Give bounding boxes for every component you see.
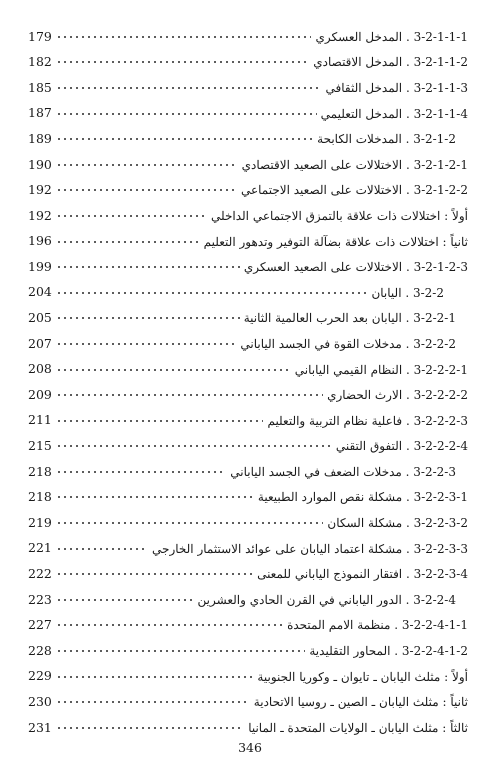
toc-page-number: 187 [28,105,52,121]
toc-page-number: 231 [28,719,52,735]
toc-entry-title: 3-2-2-3 . مدخلات الضعف في الجسد الياباني [230,464,456,479]
toc-page-number: 218 [28,463,52,479]
dot-leader [56,312,240,324]
toc-entry [28,152,474,178]
toc-page-number: 219 [28,514,52,530]
toc-entry [28,536,474,562]
dot-leader [56,466,226,478]
toc-entry-title: 3-2-1-2-2 . الاختلالات على الصعيد الاجتماعي [240,183,468,198]
dot-leader [56,696,250,708]
toc-page-number: 211 [28,412,52,428]
toc-entry [28,101,474,127]
toc-page-number: 192 [28,182,52,198]
dot-leader [56,543,148,555]
dot-leader [56,671,253,683]
toc-entry-title: 3-2-2-4 . الدور الياباني في القرن الحادي والعشرين [197,592,456,607]
toc-page-number: 209 [28,386,52,402]
toc-entry [28,510,474,536]
toc-page-number: 222 [28,566,52,582]
table-of-contents [28,24,474,741]
dot-leader [56,645,305,657]
dot-leader [56,517,323,529]
dot-leader [56,108,317,120]
toc-page-number: 229 [28,668,52,684]
toc-entry [28,689,474,715]
toc-page-number: 182 [28,54,52,70]
dot-leader [56,159,238,171]
toc-entry-title: 3-2-1-2 . المدخلات الكابحة [317,132,456,147]
dot-leader [56,415,263,427]
toc-entry-title: ثالثاً : مثلث اليابان ـ الولايات المتحدة ـ المانيا [248,720,468,735]
dot-leader [56,133,313,145]
toc-page-number: 185 [28,79,52,95]
toc-entry [28,408,474,434]
dot-leader [56,261,240,273]
toc-entry-title: 3-2-2-4-1-1 . منظمة الامم المتحدة [287,618,468,633]
toc-entry-title: 3-2-2-2-1 . النظام القيمي الياباني [294,362,468,377]
toc-entry [28,459,474,485]
toc-entry-title: 3-2-2-4-1-2 . المحاور التقليدية [309,644,468,659]
toc-entry [28,331,474,357]
toc-page-number: 205 [28,310,52,326]
toc-entry [28,613,474,639]
toc-entry [28,229,474,255]
toc-page-number: 196 [28,233,52,249]
toc-entry-title: 3-2-1-1-3 . المدخل الثقافي [325,80,468,95]
toc-entry [28,664,474,690]
toc-entry [28,178,474,204]
toc-entry [28,715,474,741]
toc-entry [28,561,474,587]
dot-leader [56,568,253,580]
toc-entry [28,587,474,613]
dot-leader [56,184,237,196]
toc-page-number: 190 [28,156,52,172]
toc-entry [28,203,474,229]
page-number: 346 [238,740,262,755]
dot-leader [56,364,291,376]
toc-entry [28,50,474,76]
toc-entry-title: 3-2-2-3-1 . مشكلة نقص الموارد الطبيعية [257,490,468,505]
toc-entry-title: 3-2-2-3-2 . مشكلة السكان [327,516,468,531]
dot-leader [56,56,309,68]
dot-leader [56,594,194,606]
toc-page-number: 189 [28,130,52,146]
toc-entry-title: 3-2-2-2-4 . التفوق التقني [335,439,468,454]
toc-page-number: 215 [28,438,52,454]
toc-page-number: 207 [28,335,52,351]
toc-entry [28,75,474,101]
toc-entry-title: ثانياً : اختلالات ذات علاقة بضآلة التوفير وتدهور التعليم [203,234,468,249]
toc-page-number: 204 [28,284,52,300]
toc-entry-title: 3-2-1-2-3 . الاختلالات على الصعيد العسكري [243,260,468,275]
toc-entry-title: ثانياً : مثلث اليابان ـ الصين ـ روسيا الاتحادية [253,695,468,710]
toc-entry [28,280,474,306]
toc-entry [28,24,474,50]
toc-entry [28,126,474,152]
toc-entry-title: 3-2-2-2-2 . الارث الحضاري [327,388,468,403]
toc-entry-title: 3-2-1-1-2 . المدخل الاقتصادي [313,55,468,70]
toc-entry [28,357,474,383]
toc-entry-title: 3-2-2-3-3 . مشكلة اعتماد اليابان على عوائد الاستثمار الخارجي [152,541,468,556]
toc-entry [28,485,474,511]
toc-page-number: 221 [28,540,52,556]
toc-page-number: 199 [28,258,52,274]
toc-entry [28,638,474,664]
dot-leader [56,338,236,350]
dot-leader [56,287,367,299]
dot-leader [56,389,323,401]
toc-page-number: 230 [28,693,52,709]
toc-page-number: 192 [28,207,52,223]
dot-leader [56,236,200,248]
toc-page-number: 228 [28,642,52,658]
toc-entry-title: 3-2-1-1-1 . المدخل العسكري [315,29,468,44]
toc-entry-title: أولاً : اختلالات ذات علاقة بالتمزق الاجتماعي الداخلي [211,208,468,223]
toc-entry-title: 3-2-2-2-3 . فاعلية نظام التربية والتعليم [267,413,468,428]
toc-page-number: 227 [28,617,52,633]
toc-entry-title: 3-2-2 . اليابان [371,285,444,300]
dot-leader [56,722,244,734]
toc-entry-title: 3-2-2-2 . مدخلات القوة في الجسد الياباني [240,336,456,351]
toc-page-number: 179 [28,28,52,44]
toc-page-number: 208 [28,361,52,377]
toc-entry-title: أولاً : مثلث اليابان ـ تايوان ـ وكوريا الجنوبية [257,669,468,684]
toc-entry-title: 3-2-2-3-4 . افتقار النموذج الياباني للمعنى [257,567,468,582]
dot-leader [56,210,207,222]
toc-entry-title: 3-2-1-1-4 . المدخل التعليمي [320,106,468,121]
toc-entry [28,434,474,460]
toc-page-number: 223 [28,591,52,607]
toc-entry [28,254,474,280]
toc-entry [28,306,474,332]
toc-entry-title: 3-2-1-2-1 . الاختلالات على الصعيد الاقتصادي [241,157,468,172]
toc-entry-title: 3-2-2-1 . اليابان بعد الحرب العالمية الثانية [243,311,456,326]
toc-page-number: 218 [28,489,52,505]
dot-leader [56,31,311,43]
toc-entry [28,382,474,408]
dot-leader [56,440,332,452]
dot-leader [56,619,283,631]
dot-leader [56,491,254,503]
dot-leader [56,82,322,94]
